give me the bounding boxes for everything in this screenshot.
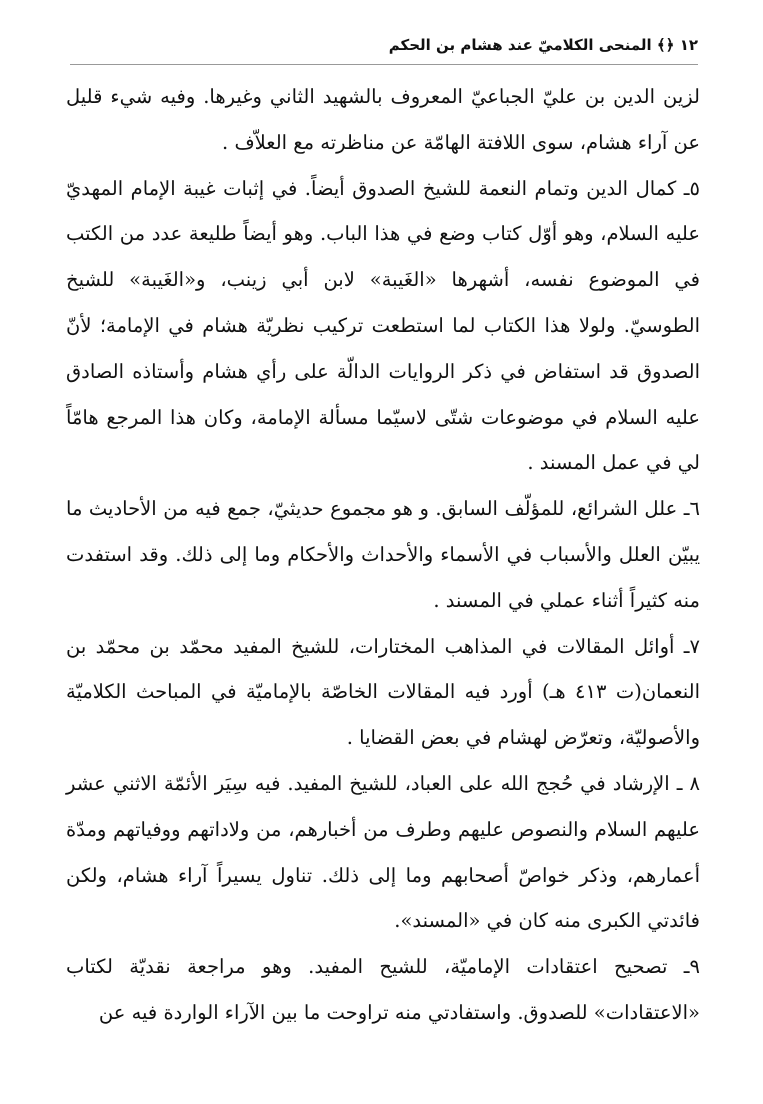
paragraph-4: ٧ـ أوائل المقالات في المذاهب المختارات، للشيخ المفيد محمّد بن محمّد بن النعمان(ت ٤١٣ هـ) أورد فيه المقالات الخاصّة بالإماميّة في المباحث الكلاميّة والأصوليّة، وتعرّض لهشام في بعض القضايا .	[66, 634, 700, 750]
running-header: ١٢ ﴿﴾ المنحى الكلاميّ عند هشام بن الحكم	[388, 36, 698, 54]
paragraph-6: ٩ـ تصحيح اعتقادات الإماميّة، للشيح المفيد. وهو مراجعة نقديّة لكتاب «الاعتقادات» للصدوق. واستفادتي منه تراوحت ما بين الآراء الواردة فيه عن	[66, 955, 700, 1024]
paragraph-5: ٨ ـ الإرشاد في حُجج الله على العباد، للشيخ المفيد. فيه سِيَر الأئمّة الاثني عشر عليهم السلام والنصوص عليهم وطرف من أخبارهم، من ولاداتهم ووفياتهم ومدّة أعمارهم، وذكر خواصّ أصحابهم وما إلى ذلك. تناول يسيراً آراء هشام، ولكن فائدتي الكبرى منه كان في «المسند».	[66, 771, 700, 933]
paragraph-3: ٦ـ علل الشرائع، للمؤلّف السابق. و هو مجموع حديثيّ، جمع فيه من الأحاديث ما يبيّن العلل والأسباب في الأسماء والأحداث والأحكام وما إلى ذلك. وقد استفدت منه كثيراً أثناء عملي في المسند .	[66, 497, 700, 612]
page-body	[66, 74, 700, 1036]
paragraph-1: لزين الدين بن عليّ الجباعيّ المعروف بالشهيد الثاني وغيرها. وفيه شيء قليل عن آراء هشام، سوى اللافتة الهامّة عن مناظرته مع العلاّف .	[66, 85, 700, 154]
header-divider	[70, 64, 698, 65]
paragraph-2: ٥ـ كمال الدين وتمام النعمة للشيخ الصدوق أيضاً. في إثبات غيبة الإمام المهديّ عليه السلام، وهو أوّل كتاب وضع في هذا الباب. وهو أيضاً طليعة عدد من الكتب في الموضوع نفسه، أشهرها «الغَيبة» لابن أبي زينب، و«الغَيبة» للشيخ الطوسيّ. ولولا هذا الكتاب لما استطعت تركيب نظريّة هشام في الإمامة؛ لأنّ الصدوق قد استفاض في ذكر الروايات الدالّة على رأي هشام وأستاذه الصادق عليه السلام في موضوعات شتّى لاسيّما مسألة الإمامة، وكان هذا المرجع هامّاً لي في عمل المسند .	[66, 176, 700, 475]
